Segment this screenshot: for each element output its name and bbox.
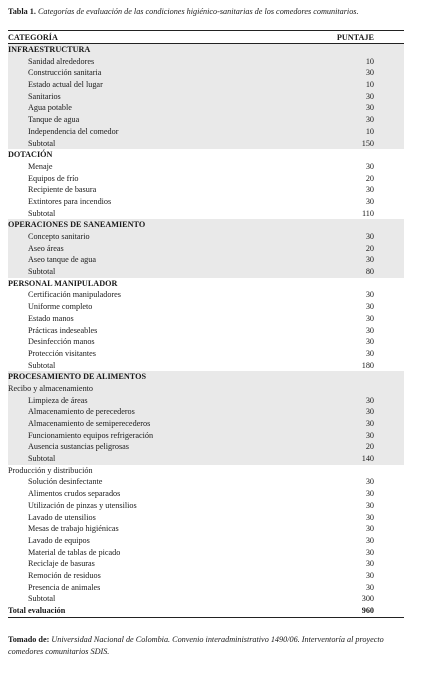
row-score: 30 — [365, 430, 374, 440]
row-score: 30 — [365, 185, 374, 195]
table-caption — [8, 6, 422, 17]
row-score: 30 — [365, 302, 374, 312]
total-row — [8, 605, 404, 617]
table-row — [8, 114, 404, 126]
row-label: Protección visitantes — [28, 348, 96, 358]
row-label: Recipiente de basura — [28, 185, 97, 195]
table-row — [8, 325, 404, 337]
row-score: 30 — [365, 477, 374, 487]
table-row — [8, 231, 404, 243]
row-score: 30 — [365, 232, 374, 241]
table-row — [8, 254, 404, 266]
row-score: 30 — [365, 524, 374, 534]
row-label: Ausencia sustancias peligrosas — [28, 442, 129, 452]
row-label: Aseo áreas — [28, 243, 64, 253]
row-score: 960 — [361, 606, 374, 615]
table-row — [8, 126, 404, 138]
row-label: Concepto sanitario — [28, 232, 90, 241]
table-row — [8, 476, 404, 488]
row-score: 30 — [365, 500, 374, 510]
row-label: OPERACIONES DE SANEAMIENTO — [8, 220, 146, 230]
row-score: 110 — [362, 208, 374, 218]
table-row — [8, 512, 404, 524]
category-row — [8, 149, 404, 161]
row-score: 30 — [365, 547, 374, 557]
caption-prefix: Tabla 1. — [8, 7, 36, 16]
table-row — [8, 582, 404, 594]
table-row — [8, 348, 404, 360]
row-label: Subtotal — [28, 208, 56, 218]
row-label: PERSONAL MANIPULADOR — [8, 278, 118, 288]
row-label: Subtotal — [28, 594, 56, 604]
row-score: 30 — [365, 255, 374, 265]
row-label: Lavado de utensilios — [28, 512, 96, 522]
row-score: 30 — [365, 582, 374, 592]
source-note — [8, 634, 420, 657]
subcategory-row — [8, 465, 404, 477]
source-text: Universidad Nacional de Colombia. Convenio interadministrativo 1490/06. Interventoría al proyecto comedores comunitarios SDIS. — [8, 635, 384, 656]
row-score: 150 — [361, 138, 374, 148]
row-label: Sanitarios — [28, 91, 61, 101]
row-score: 30 — [365, 348, 374, 358]
row-label: Solución desinfectante — [28, 477, 103, 487]
row-label: DOTACIÓN — [8, 150, 53, 160]
row-label: Remoción de residuos — [28, 570, 101, 580]
row-score: 10 — [365, 56, 374, 66]
row-score: 30 — [365, 68, 374, 78]
row-label: Construcción sanitaria — [28, 68, 102, 78]
table-row — [8, 535, 404, 547]
row-score: 30 — [365, 512, 374, 522]
row-score: 30 — [365, 535, 374, 545]
table-row — [8, 301, 404, 313]
subcategory-row — [8, 383, 404, 395]
table-row — [8, 441, 404, 453]
table-row — [8, 266, 404, 278]
row-label: Alimentos crudos separados — [28, 489, 121, 499]
row-score: 30 — [365, 196, 374, 206]
row-score: 30 — [365, 325, 374, 335]
row-label: Independencia del comedor — [28, 126, 119, 136]
table-row — [8, 208, 404, 220]
table-row — [8, 173, 404, 185]
row-score: 30 — [365, 395, 374, 405]
table-header — [8, 32, 404, 43]
table-row — [8, 406, 404, 418]
row-score: 30 — [365, 337, 374, 347]
row-score: 30 — [365, 103, 374, 113]
row-label: Equipos de frío — [28, 173, 79, 183]
table-row — [8, 418, 404, 430]
row-label: Sanidad alrededores — [28, 56, 95, 66]
row-label: Menaje — [28, 161, 53, 171]
row-label: Limpieza de áreas — [28, 395, 88, 405]
table-row — [8, 558, 404, 570]
row-label: Recibo y almacenamiento — [8, 383, 94, 393]
row-score: 20 — [365, 243, 374, 253]
row-label: Aseo tanque de agua — [28, 255, 96, 265]
table-row — [8, 500, 404, 512]
top-rule — [8, 30, 404, 31]
table-row — [8, 395, 404, 407]
table-row — [8, 161, 404, 173]
row-score: 30 — [365, 570, 374, 580]
row-score: 20 — [365, 173, 374, 183]
table-row — [8, 313, 404, 325]
row-label: Estado manos — [28, 313, 74, 323]
row-label: Prácticas indeseables — [28, 325, 98, 335]
row-label: Reciclaje de basuras — [28, 559, 95, 569]
table-row — [8, 243, 404, 255]
row-label: Agua potable — [28, 103, 72, 113]
row-label: Tanque de agua — [28, 115, 80, 125]
table-row — [8, 488, 404, 500]
row-label: PROCESAMIENTO DE ALIMENTOS — [8, 372, 147, 382]
table-row — [8, 570, 404, 582]
row-label: Total evaluación — [8, 606, 66, 615]
table-body — [8, 44, 404, 617]
evaluation-table — [8, 30, 404, 618]
category-row — [8, 219, 404, 231]
row-label: Almacenamiento de perecederos — [28, 407, 135, 417]
header-score: PUNTAJE — [336, 33, 374, 42]
category-row — [8, 278, 404, 290]
table-row — [8, 91, 404, 103]
table-row — [8, 430, 404, 442]
bottom-rule — [8, 617, 404, 618]
header-category: CATEGORÍA — [8, 33, 58, 42]
row-score: 30 — [365, 161, 374, 171]
row-label: Funcionamiento equipos refrigeración — [28, 430, 154, 440]
row-label: Utilización de pinzas y utensilios — [28, 500, 137, 510]
table-row — [8, 138, 404, 150]
row-label: Material de tablas de picado — [28, 547, 121, 557]
row-label: Lavado de equipos — [28, 535, 90, 545]
row-score: 140 — [361, 454, 374, 464]
row-label: Mesas de trabajo higiénicas — [28, 524, 119, 534]
row-score: 30 — [365, 559, 374, 569]
row-score: 30 — [365, 91, 374, 101]
row-label: Subtotal — [28, 267, 56, 277]
table-row — [8, 67, 404, 79]
table-row — [8, 523, 404, 535]
row-score: 30 — [365, 489, 374, 499]
table-row — [8, 453, 404, 465]
row-label: Subtotal — [28, 454, 56, 464]
row-score: 30 — [365, 407, 374, 417]
row-score: 30 — [365, 290, 374, 300]
row-label: Desinfección manos — [28, 337, 95, 347]
row-label: Presencia de animales — [28, 582, 101, 592]
row-label: INFRAESTRUCTURA — [8, 45, 91, 54]
row-score: 80 — [365, 267, 374, 277]
table-row — [8, 102, 404, 114]
table-row — [8, 79, 404, 91]
table-row — [8, 289, 404, 301]
row-label: Uniforme completo — [28, 302, 93, 312]
table-row — [8, 56, 404, 68]
row-label: Subtotal — [28, 138, 56, 148]
row-score: 30 — [365, 313, 374, 323]
row-score: 30 — [365, 419, 374, 428]
row-label: Subtotal — [28, 360, 56, 370]
row-label: Certificación manipuladores — [28, 290, 121, 300]
row-score: 180 — [361, 360, 374, 370]
row-label: Producción y distribución — [8, 465, 93, 475]
row-score: 10 — [365, 80, 374, 90]
table-row — [8, 360, 404, 372]
row-score: 300 — [361, 594, 374, 604]
row-label: Almacenamiento de semiperecederos — [28, 419, 151, 428]
row-score: 10 — [365, 126, 374, 136]
row-score: 30 — [365, 115, 374, 125]
table-row — [8, 196, 404, 208]
table-row — [8, 593, 404, 605]
row-score: 20 — [365, 442, 374, 452]
table-row — [8, 336, 404, 348]
row-label: Estado actual del lugar — [28, 80, 103, 90]
row-label: Extintores para incendios — [28, 196, 112, 206]
category-row — [8, 44, 404, 56]
source-label: Tomado de: — [8, 635, 50, 644]
category-row — [8, 371, 404, 383]
caption-text: Categorías de evaluación de las condiciones higiénico-sanitarias de los comedores comunitarios. — [37, 7, 359, 16]
table-row — [8, 547, 404, 559]
table-row — [8, 184, 404, 196]
